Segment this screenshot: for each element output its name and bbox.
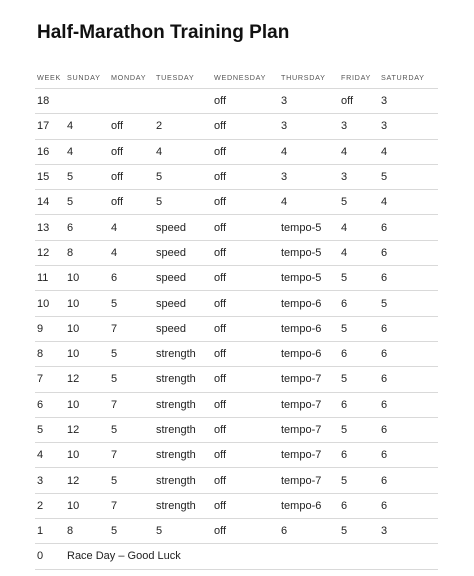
cell-friday: 3 [339,164,379,189]
cell-week: 17 [35,114,65,139]
cell-sunday: 10 [65,392,109,417]
cell-monday [109,89,154,114]
cell-week: 14 [35,190,65,215]
cell-wednesday: off [212,367,279,392]
table-row [35,215,438,240]
cell-wednesday: off [212,417,279,442]
cell-wednesday: off [212,291,279,316]
cell-week: 18 [35,89,65,114]
cell-week: 7 [35,367,65,392]
cell-wednesday: off [212,215,279,240]
cell-thursday: tempo-7 [279,392,339,417]
cell-week: 9 [35,316,65,341]
cell-friday: 6 [339,341,379,366]
cell-monday: 5 [109,367,154,392]
cell-wednesday: off [212,240,279,265]
cell-sunday: 12 [65,417,109,442]
cell-thursday: 3 [279,114,339,139]
cell-saturday: 6 [379,215,438,240]
race-day-note: Race Day – Good Luck [65,544,438,569]
cell-wednesday: off [212,443,279,468]
cell-saturday: 6 [379,417,438,442]
cell-monday: 5 [109,519,154,544]
cell-friday: off [339,89,379,114]
cell-tuesday: speed [154,316,212,341]
cell-saturday: 6 [379,367,438,392]
cell-week: 15 [35,164,65,189]
cell-sunday: 10 [65,341,109,366]
cell-week: 10 [35,291,65,316]
cell-sunday: 4 [65,114,109,139]
cell-thursday: tempo-5 [279,266,339,291]
column-header-sunday: SUNDAY [65,66,109,89]
cell-thursday: tempo-7 [279,367,339,392]
cell-wednesday: off [212,493,279,518]
cell-thursday: 4 [279,190,339,215]
cell-tuesday: strength [154,367,212,392]
page-title: Half-Marathon Training Plan [37,22,290,43]
cell-wednesday: off [212,519,279,544]
cell-week: 16 [35,139,65,164]
cell-monday: 7 [109,493,154,518]
cell-tuesday [154,89,212,114]
cell-week: 3 [35,468,65,493]
cell-friday: 5 [339,266,379,291]
cell-week: 5 [35,417,65,442]
cell-thursday: 3 [279,89,339,114]
column-header-saturday: SATURDAY [379,66,438,89]
cell-friday: 4 [339,215,379,240]
table-row [35,114,438,139]
column-header-tuesday: TUESDAY [154,66,212,89]
cell-monday: 5 [109,468,154,493]
cell-saturday: 6 [379,266,438,291]
table-body [35,89,438,570]
cell-sunday [65,89,109,114]
cell-week: 4 [35,443,65,468]
cell-tuesday: strength [154,493,212,518]
cell-saturday: 6 [379,341,438,366]
cell-sunday: 5 [65,164,109,189]
cell-friday: 6 [339,493,379,518]
cell-monday: off [109,139,154,164]
cell-wednesday: off [212,392,279,417]
cell-thursday: 4 [279,139,339,164]
cell-sunday: 10 [65,443,109,468]
cell-thursday: tempo-6 [279,493,339,518]
table-row [35,493,438,518]
cell-tuesday: 5 [154,190,212,215]
cell-week: 11 [35,266,65,291]
cell-sunday: 8 [65,519,109,544]
cell-tuesday: speed [154,215,212,240]
race-day-row [35,544,438,569]
cell-thursday: tempo-7 [279,443,339,468]
cell-week: 12 [35,240,65,265]
cell-monday: 6 [109,266,154,291]
cell-monday: off [109,114,154,139]
cell-wednesday: off [212,114,279,139]
table-header-row [35,66,438,89]
cell-thursday: tempo-7 [279,468,339,493]
cell-friday: 3 [339,114,379,139]
cell-tuesday: strength [154,392,212,417]
table-row [35,519,438,544]
table-row [35,139,438,164]
cell-saturday: 3 [379,89,438,114]
cell-tuesday: strength [154,341,212,366]
cell-sunday: 8 [65,240,109,265]
cell-wednesday: off [212,266,279,291]
table-row [35,89,438,114]
cell-sunday: 12 [65,367,109,392]
cell-saturday: 6 [379,443,438,468]
cell-wednesday: off [212,316,279,341]
table-row [35,341,438,366]
cell-tuesday: strength [154,417,212,442]
cell-sunday: 10 [65,266,109,291]
cell-week: 2 [35,493,65,518]
cell-friday: 5 [339,316,379,341]
cell-thursday: tempo-6 [279,316,339,341]
column-header-wednesday: WEDNESDAY [212,66,279,89]
cell-friday: 5 [339,468,379,493]
cell-tuesday: 4 [154,139,212,164]
column-header-monday: MONDAY [109,66,154,89]
cell-saturday: 3 [379,114,438,139]
table-row [35,468,438,493]
cell-monday: 4 [109,240,154,265]
cell-monday: 5 [109,291,154,316]
cell-wednesday: off [212,190,279,215]
cell-friday: 6 [339,392,379,417]
cell-wednesday: off [212,89,279,114]
cell-tuesday: strength [154,443,212,468]
cell-monday: 7 [109,392,154,417]
cell-week: 13 [35,215,65,240]
cell-thursday: tempo-7 [279,417,339,442]
cell-saturday: 4 [379,190,438,215]
cell-tuesday: 5 [154,519,212,544]
cell-week: 8 [35,341,65,366]
column-header-friday: FRIDAY [339,66,379,89]
cell-saturday: 6 [379,316,438,341]
cell-thursday: 3 [279,164,339,189]
column-header-week: WEEK [35,66,65,89]
cell-sunday: 10 [65,493,109,518]
cell-sunday: 4 [65,139,109,164]
cell-friday: 5 [339,519,379,544]
cell-saturday: 4 [379,139,438,164]
cell-friday: 5 [339,190,379,215]
table-row [35,291,438,316]
cell-saturday: 5 [379,164,438,189]
cell-friday: 5 [339,367,379,392]
cell-friday: 6 [339,291,379,316]
cell-thursday: tempo-5 [279,240,339,265]
cell-sunday: 12 [65,468,109,493]
cell-monday: 5 [109,341,154,366]
cell-thursday: tempo-6 [279,291,339,316]
cell-tuesday: speed [154,240,212,265]
cell-tuesday: strength [154,468,212,493]
table-row [35,190,438,215]
cell-sunday: 5 [65,190,109,215]
cell-saturday: 5 [379,291,438,316]
table-row [35,240,438,265]
cell-wednesday: off [212,164,279,189]
cell-monday: 4 [109,215,154,240]
cell-monday: 7 [109,316,154,341]
cell-sunday: 10 [65,291,109,316]
cell-thursday: tempo-6 [279,341,339,366]
cell-friday: 4 [339,240,379,265]
cell-monday: 7 [109,443,154,468]
cell-tuesday: speed [154,291,212,316]
cell-week: 0 [35,544,65,569]
training-table [35,66,438,570]
cell-week: 1 [35,519,65,544]
cell-wednesday: off [212,468,279,493]
cell-saturday: 6 [379,468,438,493]
table-row [35,164,438,189]
column-header-thursday: THURSDAY [279,66,339,89]
cell-monday: 5 [109,417,154,442]
cell-tuesday: 2 [154,114,212,139]
cell-monday: off [109,190,154,215]
cell-friday: 5 [339,417,379,442]
table-row [35,443,438,468]
cell-week: 6 [35,392,65,417]
cell-saturday: 6 [379,392,438,417]
cell-monday: off [109,164,154,189]
cell-wednesday: off [212,139,279,164]
cell-wednesday: off [212,341,279,366]
table-row [35,392,438,417]
cell-saturday: 6 [379,240,438,265]
cell-tuesday: 5 [154,164,212,189]
cell-friday: 6 [339,443,379,468]
table-row [35,266,438,291]
cell-friday: 4 [339,139,379,164]
cell-thursday: 6 [279,519,339,544]
cell-sunday: 6 [65,215,109,240]
cell-saturday: 6 [379,493,438,518]
cell-saturday: 3 [379,519,438,544]
cell-thursday: tempo-5 [279,215,339,240]
cell-sunday: 10 [65,316,109,341]
table-row [35,417,438,442]
table-row [35,316,438,341]
table-row [35,367,438,392]
cell-tuesday: speed [154,266,212,291]
